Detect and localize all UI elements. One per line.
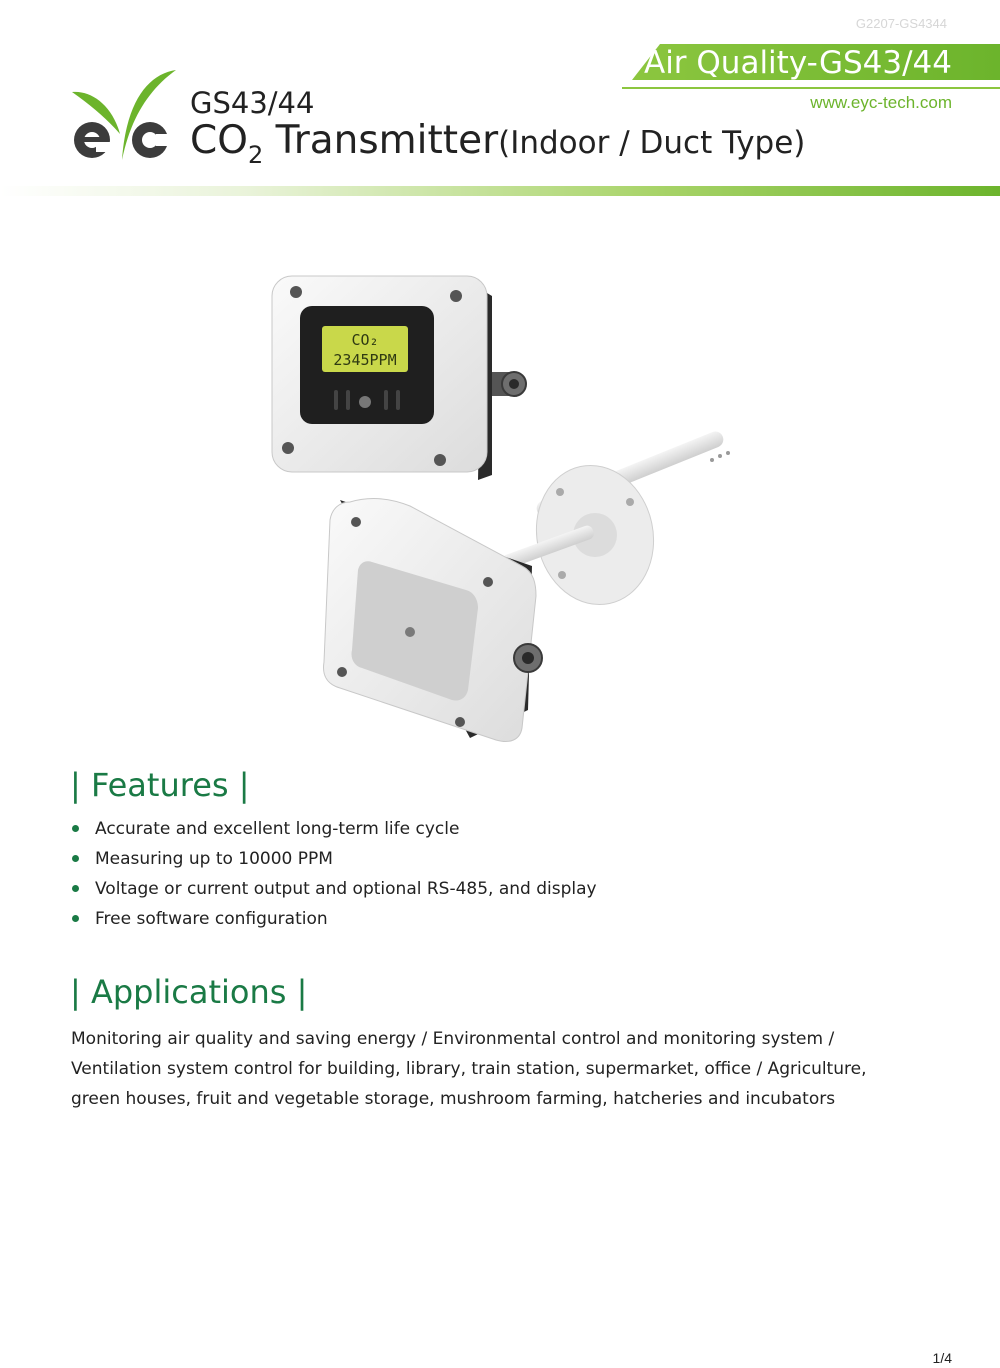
model-number: GS43/44 (190, 86, 315, 120)
list-item (70, 814, 597, 844)
list-item (70, 904, 597, 934)
list-item (70, 874, 597, 904)
feature-text: Measuring up to 10000 PPM (95, 849, 333, 869)
document-code: G2207-GS4344 (855, 16, 947, 31)
banner-rule (622, 87, 1000, 89)
eyc-logo (68, 68, 180, 168)
header-gradient-bar (0, 186, 1000, 196)
title-main: Transmitter (263, 118, 499, 163)
title-paren: (Indoor / Duct Type) (498, 125, 806, 161)
feature-text: Voltage or current output and optional RS-485, and display (95, 879, 597, 899)
title-prefix: CO (190, 118, 248, 163)
website-link[interactable]: www.eyc-tech.com (810, 93, 952, 112)
feature-text: Accurate and excellent long-term life cycle (95, 819, 460, 839)
category-banner-label: Air Quality-GS43/44 (643, 45, 952, 81)
logo-text: eyc (68, 68, 70, 69)
display-line-2: 2345PPM (333, 351, 397, 369)
feature-text: Free software configuration (95, 909, 328, 929)
bullet-icon (72, 915, 79, 922)
applications-text: Monitoring air quality and saving energy / Environmental control and monitoring system / Ventilation system control for building, library, train station, supermarket, office / Agriculture, green houses, fruit and vegetable storage, mushroom farming, hatcheries and incubators (71, 1029, 867, 1109)
page-number: 1/4 (932, 1350, 952, 1366)
page-title (190, 118, 805, 169)
applications-heading: | Applications | (70, 973, 308, 1011)
bullet-icon (72, 825, 79, 832)
product-image (260, 270, 750, 750)
bullet-icon (72, 885, 79, 892)
features-heading: | Features | (70, 766, 250, 804)
features-list (70, 814, 597, 934)
display-line-1: CO₂ (351, 331, 379, 349)
title-subscript: 2 (247, 141, 264, 169)
bullet-icon (72, 855, 79, 862)
list-item (70, 844, 597, 874)
